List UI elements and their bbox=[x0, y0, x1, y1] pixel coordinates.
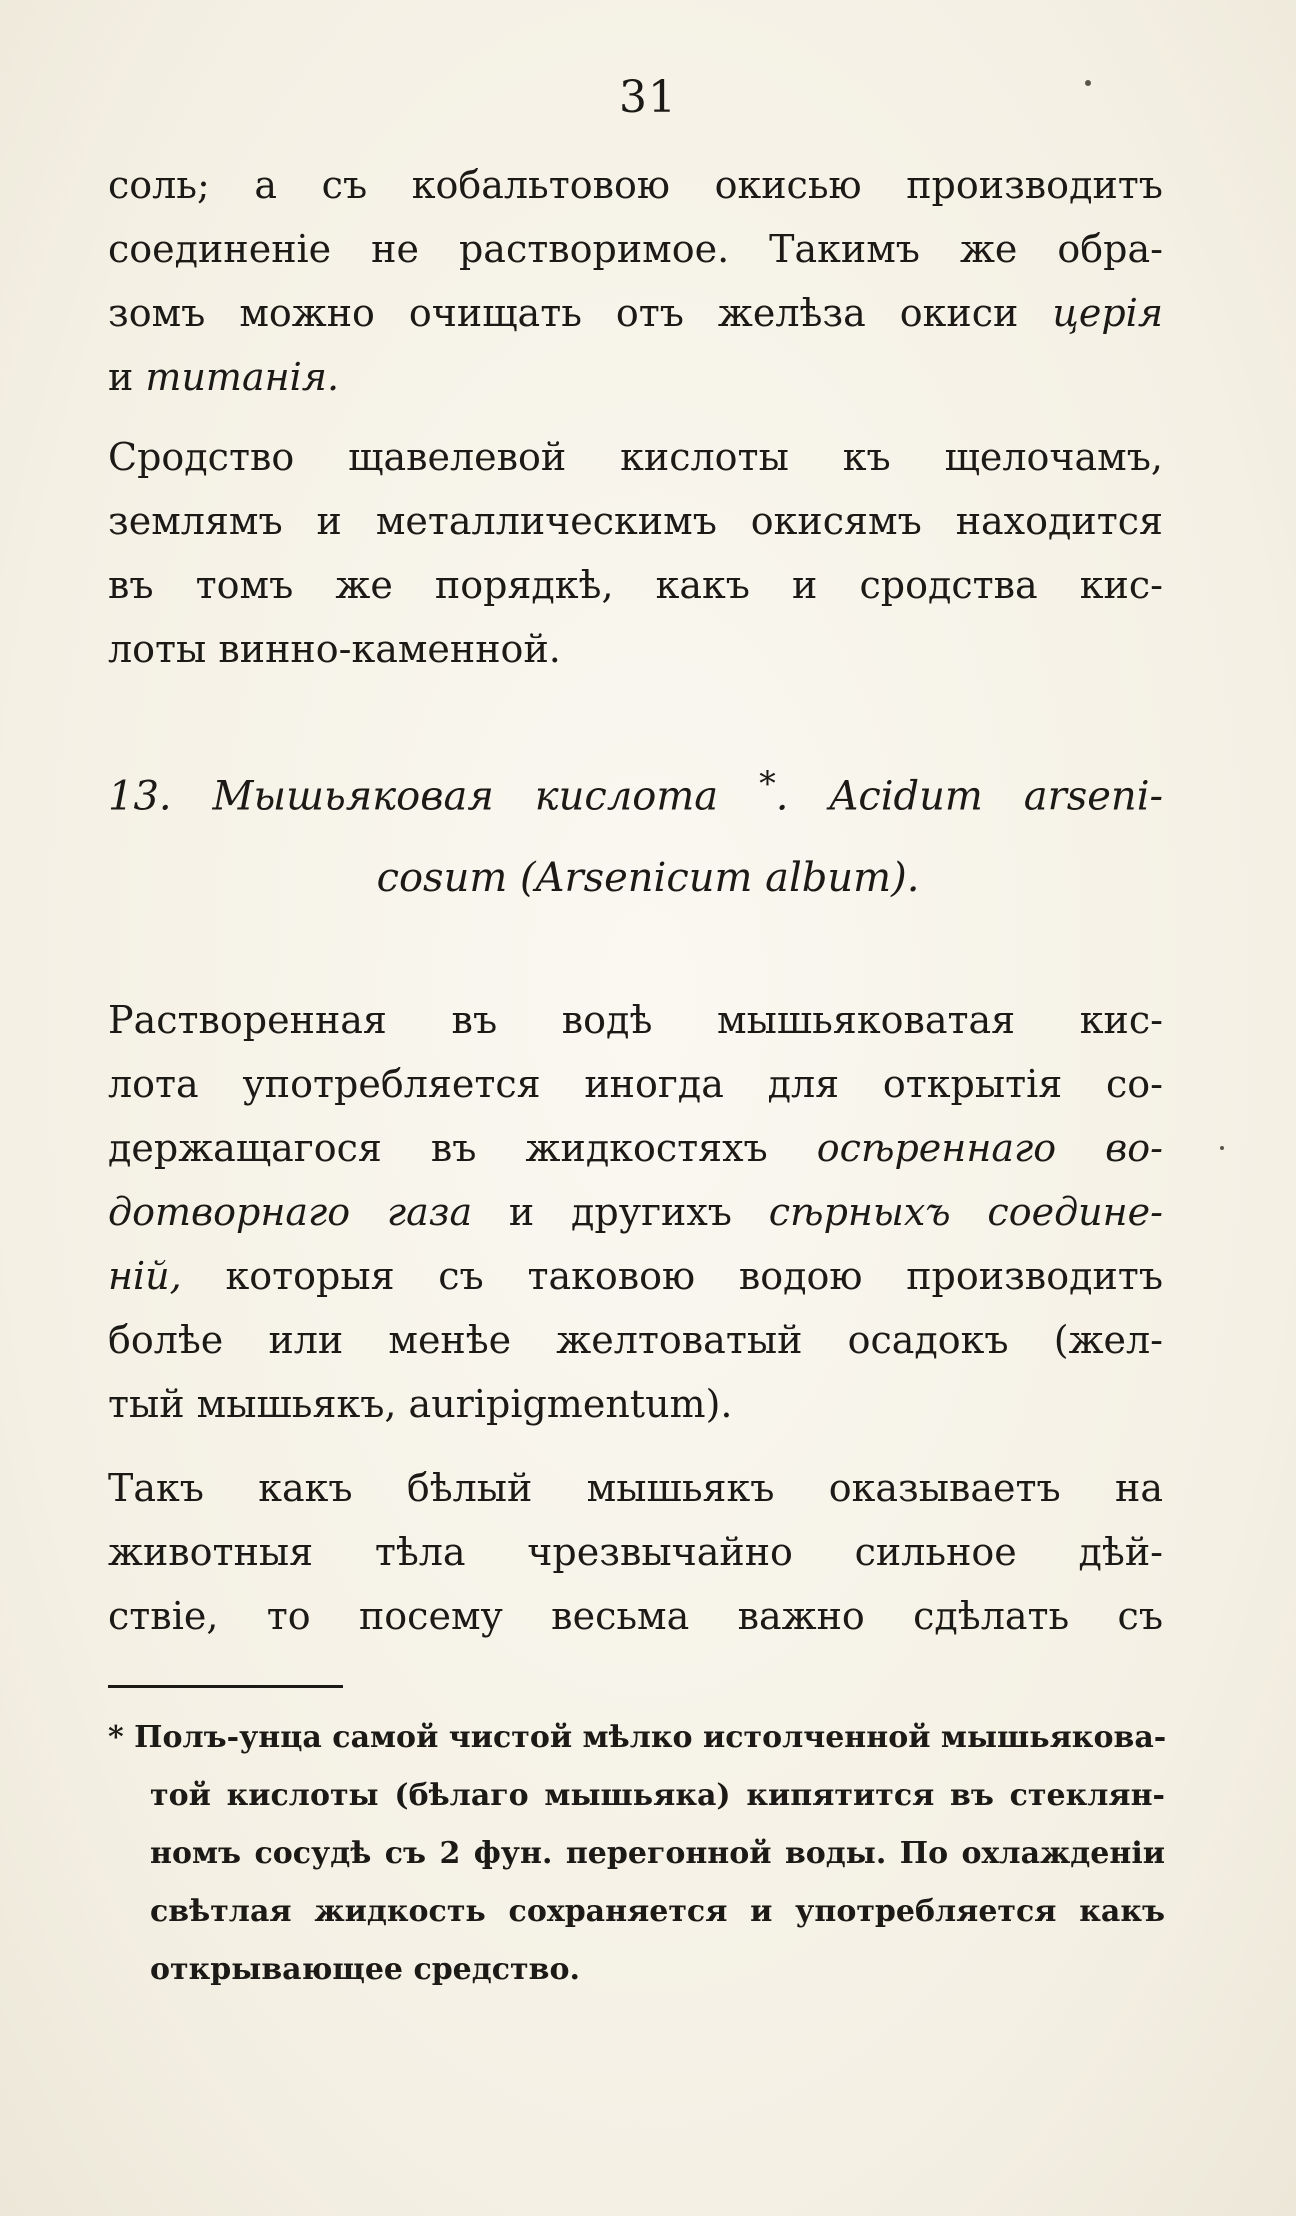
text-line-span: Такъ какъ бѣлый мышьякъ оказываетъ на bbox=[108, 1466, 1163, 1510]
text-line bbox=[108, 1126, 1163, 1170]
text-line-span: въ томъ же порядкѣ, какъ и сродства кис- bbox=[108, 563, 1163, 607]
italic-term: сѣрныхъ соедине- bbox=[768, 1190, 1163, 1234]
italic-term: осѣреннаго во- bbox=[816, 1126, 1163, 1170]
text-line-span: соль; а съ кобальтовою окисью производитъ bbox=[108, 163, 1163, 207]
footnote-text: свѣтлая жидкость сохраняется и употребляется какъ bbox=[150, 1894, 1165, 1929]
heading-title: 13. Мышьяковая кислота bbox=[108, 773, 760, 820]
text-line-span: лота употребляется иногда для открытія со- bbox=[108, 1062, 1163, 1106]
section-heading-cont bbox=[0, 856, 1296, 900]
footnote-line bbox=[150, 1778, 1165, 1814]
text-line bbox=[108, 627, 1163, 671]
italic-term: ній, bbox=[108, 1254, 182, 1298]
text-line-span: животныя тѣла чрезвычайно сильное дѣй- bbox=[108, 1530, 1163, 1574]
text-line-span: зомъ можно очищать отъ желѣза окиси bbox=[108, 291, 1053, 335]
italic-term: дотворнаго газа bbox=[108, 1190, 473, 1234]
text-line-span: и другихъ bbox=[472, 1190, 769, 1234]
text-line bbox=[108, 1530, 1163, 1574]
footnote-divider bbox=[108, 1685, 343, 1688]
text-line bbox=[108, 291, 1163, 335]
footnote-text: номъ сосудѣ съ 2 фун. перегонной воды. По охлажденіи bbox=[150, 1836, 1165, 1871]
text-line bbox=[108, 355, 1163, 399]
footnote-marker: * bbox=[759, 764, 776, 803]
text-line-span: болѣе или менѣе желтоватый осадокъ (жел- bbox=[108, 1318, 1163, 1362]
text-line-span: Растворенная въ водѣ мышьяковатая кис- bbox=[108, 998, 1163, 1042]
footnote-line bbox=[150, 1894, 1165, 1930]
text-line-span: ствіе, то посему весьма важно сдѣлать съ bbox=[108, 1594, 1163, 1638]
text-line-span: тый мышьякъ, auripigmentum). bbox=[108, 1382, 733, 1426]
footnote-line bbox=[108, 1720, 1165, 1756]
footnote-text: открывающее средство. bbox=[150, 1952, 580, 1987]
text-line bbox=[108, 1318, 1163, 1362]
text-line-span: держащагося въ жидкостяхъ bbox=[108, 1126, 817, 1170]
text-line-span: и bbox=[108, 355, 146, 399]
text-line bbox=[108, 1594, 1163, 1638]
footnote-line bbox=[150, 1836, 1165, 1872]
text-line-span: Сродство щавелевой кислоты къ щелочамъ, bbox=[108, 435, 1163, 479]
text-line bbox=[108, 563, 1163, 607]
text-line bbox=[108, 1382, 1163, 1426]
text-line bbox=[108, 163, 1163, 207]
text-line bbox=[108, 1062, 1163, 1106]
footnote-text: * Полъ-унца самой чистой мѣлко истолченной мышьякова- bbox=[108, 1720, 1167, 1755]
text-line-span: лоты винно-каменной. bbox=[108, 627, 561, 671]
text-line bbox=[108, 1190, 1163, 1234]
text-line bbox=[108, 1466, 1163, 1510]
text-line bbox=[108, 998, 1163, 1042]
italic-term: титанія. bbox=[145, 355, 340, 399]
text-line bbox=[108, 435, 1163, 479]
text-line-span: соединеніе не растворимое. Такимъ же обра- bbox=[108, 227, 1163, 271]
heading-latin: cosum (Arsenicum album). bbox=[376, 855, 920, 901]
italic-term: церія bbox=[1052, 291, 1163, 335]
paper-speck bbox=[1085, 80, 1091, 86]
text-line bbox=[108, 227, 1163, 271]
text-line bbox=[108, 499, 1163, 543]
paper-speck bbox=[1220, 1146, 1224, 1150]
heading-latin: . Acidum arseni- bbox=[775, 773, 1164, 820]
page-number: 31 bbox=[619, 72, 677, 123]
text-line bbox=[108, 1254, 1163, 1298]
section-heading bbox=[108, 762, 1163, 818]
text-line-span: землямъ и металлическимъ окисямъ находится bbox=[108, 499, 1163, 543]
footnote-line bbox=[150, 1952, 1165, 1988]
footnote-text: той кислоты (бѣлаго мышьяка) кипятится въ стеклян- bbox=[150, 1778, 1165, 1813]
text-line-span: которыя съ таковою водою производитъ bbox=[181, 1254, 1163, 1298]
